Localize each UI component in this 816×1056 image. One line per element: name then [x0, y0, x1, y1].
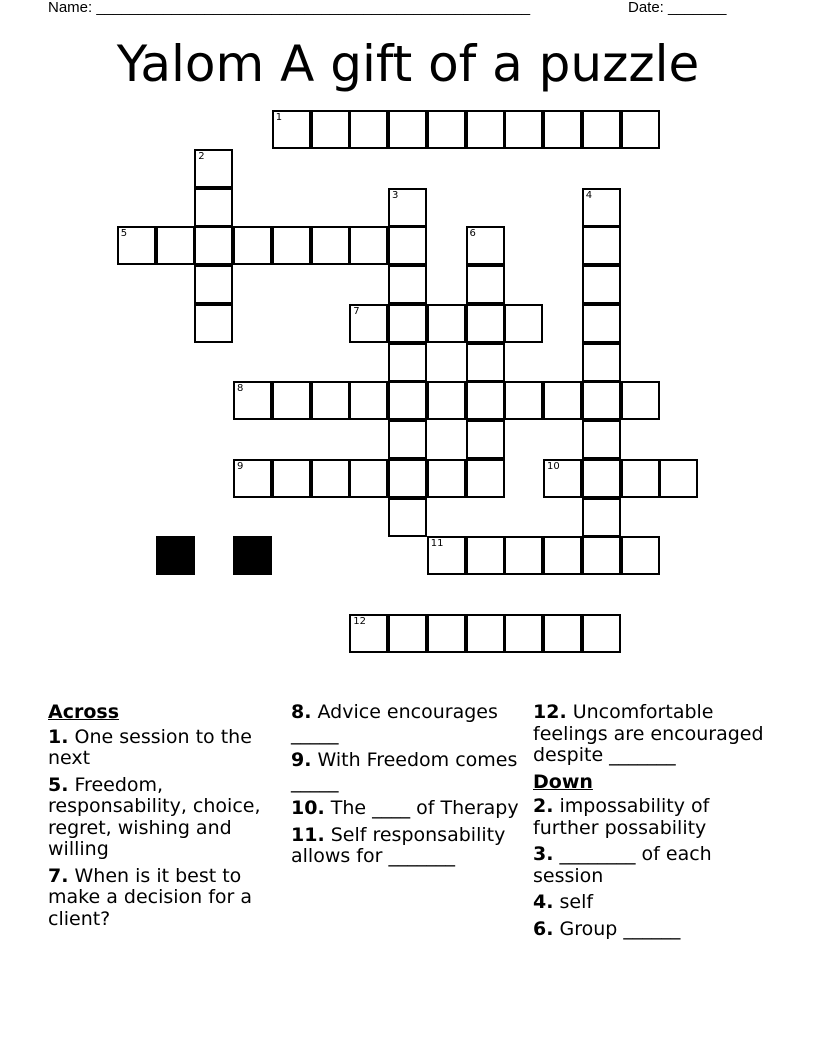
- cell-number: 1: [275, 112, 283, 123]
- grid-cell[interactable]: [543, 614, 582, 653]
- grid-cell[interactable]: [388, 343, 427, 382]
- clue-across-10: [291, 798, 523, 820]
- cell-number: 9: [237, 460, 244, 472]
- cell-number: 5: [120, 228, 128, 240]
- grid-cell[interactable]: [427, 536, 466, 575]
- grid-cell[interactable]: [349, 304, 388, 343]
- cell-number: 6: [469, 228, 476, 240]
- grid-cell[interactable]: [388, 304, 427, 343]
- grid-cell[interactable]: [582, 614, 621, 653]
- clue-across-9: [291, 750, 523, 793]
- grid-cell[interactable]: [543, 459, 582, 498]
- grid-cell[interactable]: [194, 226, 233, 265]
- grid-cell[interactable]: [582, 536, 621, 575]
- clue-across-7: [48, 866, 280, 931]
- grid-cell[interactable]: [466, 381, 505, 420]
- grid-cell[interactable]: [349, 614, 388, 653]
- grid-cell[interactable]: [272, 381, 311, 420]
- clue-text: Group ______: [559, 917, 681, 940]
- clue-text: impossability of further possability: [533, 795, 710, 839]
- clue-across-5: [48, 775, 280, 861]
- grid-cell[interactable]: [117, 226, 156, 265]
- grid-cell[interactable]: [311, 226, 350, 265]
- grid-cell[interactable]: [311, 110, 350, 149]
- page-title: Yalom A gift of a puzzle: [116, 35, 700, 93]
- clue-text: Freedom, responsability, choice, regret, wishing and willing: [48, 773, 261, 860]
- grid-cell[interactable]: [427, 304, 466, 343]
- cell-number: 11: [430, 538, 444, 550]
- grid-cell[interactable]: [466, 226, 505, 265]
- black-cell: [233, 536, 272, 575]
- clue-text: The ____ of Therapy: [330, 797, 519, 819]
- clue-down-4: [533, 892, 765, 914]
- grid-cell[interactable]: [582, 420, 621, 459]
- clue-text: Self responsability allows for _______: [291, 823, 506, 867]
- clue-down-3: [533, 844, 765, 887]
- cell-number: 3: [392, 189, 399, 201]
- clue-across-12: [533, 702, 765, 767]
- clue-text: When is it best to make a decision for a client?: [48, 864, 253, 930]
- clue-text: ________ of each session: [533, 843, 712, 887]
- grid-cell[interactable]: [621, 459, 660, 498]
- clue-down-6: [533, 919, 765, 941]
- grid-cell[interactable]: [272, 110, 311, 149]
- grid-cell[interactable]: [504, 381, 543, 420]
- grid-cell[interactable]: [543, 110, 582, 149]
- grid-cell[interactable]: [582, 304, 621, 343]
- grid-cell[interactable]: [582, 265, 621, 304]
- grid-cell[interactable]: [621, 381, 660, 420]
- grid-cell[interactable]: [272, 459, 311, 498]
- clues-column-2: [291, 702, 523, 873]
- grid-cell[interactable]: [349, 110, 388, 149]
- clue-number: 8.: [291, 701, 312, 723]
- grid-cell[interactable]: [388, 420, 427, 459]
- grid-cell[interactable]: [466, 420, 505, 459]
- grid-cell[interactable]: [349, 459, 388, 498]
- clues-column-3: [533, 702, 765, 945]
- grid-cell[interactable]: [582, 343, 621, 382]
- grid-cell[interactable]: [388, 498, 427, 537]
- clue-number: 2.: [533, 795, 554, 817]
- grid-cell[interactable]: [504, 304, 543, 343]
- cell-number: 10: [547, 460, 560, 472]
- date-field[interactable]: Date: _______: [628, 0, 727, 16]
- cell-number: 4: [585, 189, 593, 201]
- clue-number: 6.: [533, 917, 554, 940]
- grid-cell[interactable]: [349, 226, 388, 265]
- grid-cell[interactable]: [233, 381, 272, 420]
- grid-cell[interactable]: [504, 110, 543, 149]
- grid-cell[interactable]: [466, 110, 505, 149]
- grid-cell[interactable]: [388, 188, 427, 227]
- grid-cell[interactable]: [659, 459, 698, 498]
- cell-number: 2: [198, 150, 205, 162]
- cell-number: 12: [353, 615, 366, 627]
- grid-cell[interactable]: [543, 381, 582, 420]
- across-heading: Across: [48, 701, 120, 723]
- grid-cell[interactable]: [504, 614, 543, 653]
- clues-column-1: [48, 702, 280, 935]
- clue-across-8: [291, 702, 523, 745]
- clue-across-1: [48, 727, 280, 770]
- grid-cell[interactable]: [582, 226, 621, 265]
- grid-cell[interactable]: [466, 536, 505, 575]
- grid-cell[interactable]: [388, 614, 427, 653]
- grid-cell[interactable]: [194, 149, 233, 188]
- grid-cell[interactable]: [427, 110, 466, 149]
- grid-cell[interactable]: [466, 265, 505, 304]
- grid-cell[interactable]: [582, 110, 621, 149]
- grid-cell[interactable]: [388, 459, 427, 498]
- clue-number: 1.: [48, 725, 69, 748]
- grid-cell[interactable]: [194, 188, 233, 227]
- cell-number: 7: [353, 305, 360, 317]
- grid-cell[interactable]: [582, 188, 621, 227]
- clue-number: 11.: [291, 823, 325, 846]
- grid-cell[interactable]: [504, 536, 543, 575]
- clue-across-11: [291, 825, 523, 868]
- clue-number: 12.: [533, 701, 567, 723]
- clue-number: 4.: [533, 891, 554, 913]
- grid-cell[interactable]: [233, 459, 272, 498]
- grid-cell[interactable]: [388, 265, 427, 304]
- grid-cell[interactable]: [427, 381, 466, 420]
- grid-cell[interactable]: [272, 226, 311, 265]
- clue-text: One session to the next: [48, 725, 252, 769]
- clue-number: 10.: [291, 797, 325, 819]
- name-field[interactable]: Name: ____________________________________________________: [48, 0, 531, 16]
- grid-cell[interactable]: [582, 459, 621, 498]
- clue-text: Advice encourages _____: [291, 701, 498, 745]
- down-heading: Down: [533, 770, 593, 793]
- grid-cell[interactable]: [311, 381, 350, 420]
- clue-number: 7.: [48, 864, 69, 887]
- clue-text: self: [559, 891, 594, 913]
- clue-number: 5.: [48, 773, 69, 796]
- clue-down-2: [533, 796, 765, 839]
- grid-cell[interactable]: [233, 226, 272, 265]
- grid-cell[interactable]: [427, 614, 466, 653]
- grid-cell[interactable]: [427, 459, 466, 498]
- grid-cell[interactable]: [466, 304, 505, 343]
- grid-cell[interactable]: [582, 498, 621, 537]
- clue-text: Uncomfortable feelings are encouraged despite _______: [533, 701, 764, 766]
- clue-number: 3.: [533, 843, 554, 865]
- grid-cell[interactable]: [311, 459, 350, 498]
- grid-cell[interactable]: [543, 536, 582, 575]
- grid-cell[interactable]: [156, 226, 195, 265]
- grid-cell[interactable]: [194, 265, 233, 304]
- grid-cell[interactable]: [582, 381, 621, 420]
- grid-cell[interactable]: [349, 381, 388, 420]
- grid-cell[interactable]: [388, 110, 427, 149]
- grid-cell[interactable]: [388, 226, 427, 265]
- grid-cell[interactable]: [621, 110, 660, 149]
- grid-cell[interactable]: [466, 459, 505, 498]
- cell-number: 8: [237, 383, 244, 395]
- grid-cell[interactable]: [194, 304, 233, 343]
- grid-cell[interactable]: [466, 614, 505, 653]
- clue-text: With Freedom comes _____: [291, 749, 518, 793]
- grid-cell[interactable]: [388, 381, 427, 420]
- black-cell: [156, 536, 195, 575]
- grid-cell[interactable]: [621, 536, 660, 575]
- clue-number: 9.: [291, 749, 312, 771]
- grid-cell[interactable]: [466, 343, 505, 382]
